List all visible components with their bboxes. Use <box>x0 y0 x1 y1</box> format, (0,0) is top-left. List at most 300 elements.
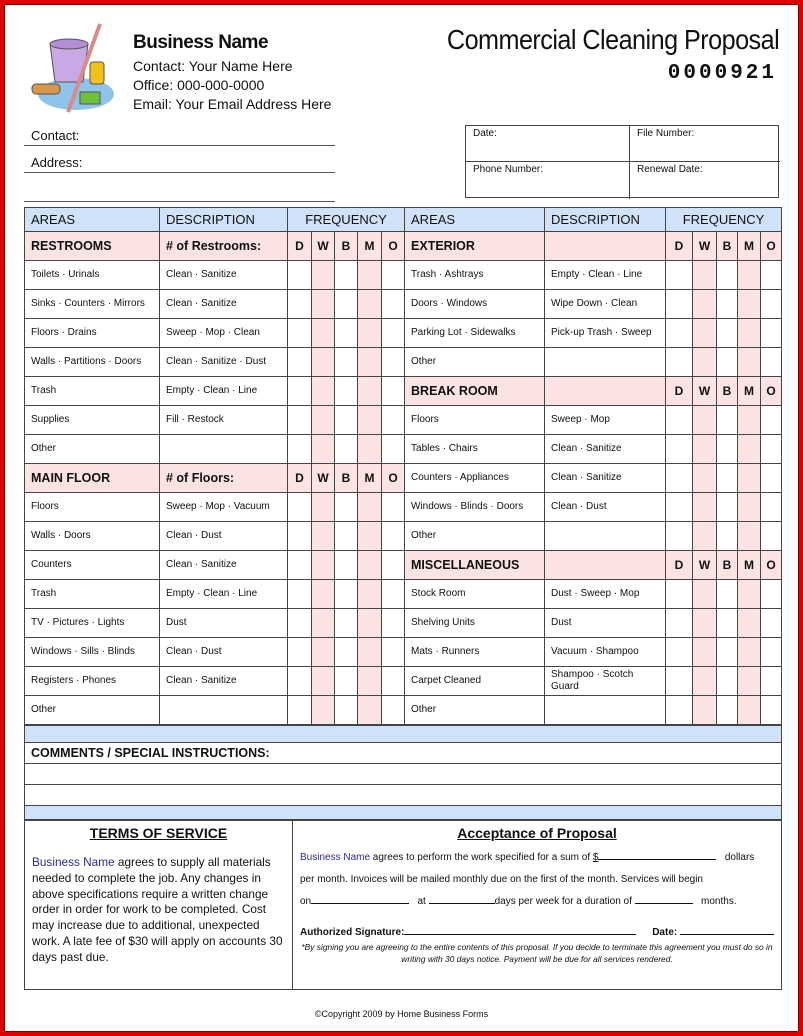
frequency-checkbox[interactable] <box>358 377 382 406</box>
frequency-checkbox[interactable] <box>761 261 782 290</box>
header-areas: AREAS <box>25 208 160 232</box>
frequency-checkbox[interactable] <box>738 319 761 348</box>
frequency-checkbox[interactable] <box>717 319 738 348</box>
frequency-letter: O <box>761 551 782 580</box>
frequency-checkbox[interactable] <box>358 435 382 464</box>
description-cell: Clean · Sanitize <box>545 464 666 493</box>
frequency-checkbox[interactable] <box>666 580 693 609</box>
frequency-checkbox[interactable] <box>358 609 382 638</box>
signature-date-label: Date: <box>652 927 678 938</box>
description-cell: Empty · Clean · Line <box>545 261 666 290</box>
frequency-letter: M <box>738 377 761 406</box>
duration-field[interactable] <box>635 894 693 904</box>
frequency-letter: D <box>666 232 693 261</box>
cleaning-supplies-logo <box>28 22 118 117</box>
description-cell <box>545 522 666 551</box>
date-field[interactable]: Date: <box>466 126 630 162</box>
area-cell: Carpet Cleaned <box>405 667 545 696</box>
area-cell: Toilets · Urinals <box>25 261 160 290</box>
frequency-checkbox[interactable] <box>738 261 761 290</box>
frequency-checkbox[interactable] <box>335 667 358 696</box>
description-cell: Fill · Restock <box>160 406 288 435</box>
table-row <box>25 435 782 464</box>
description-cell: Sweep · Mop · Clean <box>160 319 288 348</box>
frequency-checkbox[interactable] <box>312 551 335 580</box>
frequency-checkbox[interactable] <box>288 435 312 464</box>
frequency-checkbox[interactable] <box>382 406 405 435</box>
frequency-checkbox[interactable] <box>717 348 738 377</box>
table-row <box>25 348 782 377</box>
description-cell: Pick-up Trash · Sweep <box>545 319 666 348</box>
client-address-line2[interactable] <box>24 184 335 202</box>
frequency-checkbox[interactable] <box>288 580 312 609</box>
frequency-checkbox[interactable] <box>382 522 405 551</box>
frequency-checkbox[interactable] <box>666 290 693 319</box>
services-table <box>24 207 782 725</box>
frequency-letter: D <box>666 551 693 580</box>
frequency-checkbox[interactable] <box>288 290 312 319</box>
renewal-date-field[interactable]: Renewal Date: <box>637 164 703 175</box>
frequency-letter: B <box>717 377 738 406</box>
frequency-checkbox[interactable] <box>761 667 782 696</box>
frequency-checkbox[interactable] <box>335 493 358 522</box>
file-number-field[interactable]: File Number: <box>630 126 780 162</box>
frequency-checkbox[interactable] <box>693 348 717 377</box>
frequency-checkbox[interactable] <box>335 551 358 580</box>
frequency-checkbox[interactable] <box>717 580 738 609</box>
acceptance-line-1 <box>300 847 774 869</box>
area-cell: Other <box>25 696 160 725</box>
frequency-checkbox[interactable] <box>738 522 761 551</box>
frequency-checkbox[interactable] <box>312 580 335 609</box>
frequency-checkbox[interactable] <box>761 638 782 667</box>
table-row <box>25 580 782 609</box>
frequency-letter: M <box>358 464 382 493</box>
frequency-checkbox[interactable] <box>693 522 717 551</box>
comments-line[interactable] <box>25 785 781 806</box>
description-cell <box>545 696 666 725</box>
frequency-checkbox[interactable] <box>358 493 382 522</box>
frequency-checkbox[interactable] <box>288 261 312 290</box>
description-cell: Clean · Sanitize <box>160 667 288 696</box>
frequency-checkbox[interactable] <box>312 319 335 348</box>
area-cell: Counters · Appliances <box>405 464 545 493</box>
frequency-checkbox[interactable] <box>738 667 761 696</box>
frequency-checkbox[interactable] <box>717 435 738 464</box>
description-cell: Dust · Sweep · Mop <box>545 580 666 609</box>
frequency-checkbox[interactable] <box>693 609 717 638</box>
frequency-checkbox[interactable] <box>693 638 717 667</box>
frequency-checkbox[interactable] <box>312 638 335 667</box>
frequency-letter: W <box>693 551 717 580</box>
terms-text <box>32 855 285 966</box>
client-contact-field[interactable]: Contact: <box>24 128 335 146</box>
table-row <box>25 667 782 696</box>
frequency-checkbox[interactable] <box>358 580 382 609</box>
description-cell: Clean · Dust <box>160 522 288 551</box>
frequency-checkbox[interactable] <box>693 319 717 348</box>
area-cell: Other <box>405 348 545 377</box>
table-row <box>25 696 782 725</box>
frequency-checkbox[interactable] <box>738 580 761 609</box>
section-title: BREAK ROOM <box>405 377 545 406</box>
description-cell: Dust <box>545 609 666 638</box>
frequency-checkbox[interactable] <box>358 551 382 580</box>
dollar-sign: $ <box>592 852 599 863</box>
description-cell: Clean · Sanitize <box>160 290 288 319</box>
frequency-checkbox[interactable] <box>761 406 782 435</box>
frequency-checkbox[interactable] <box>693 493 717 522</box>
area-cell: Trash · Ashtrays <box>405 261 545 290</box>
table-row <box>25 609 782 638</box>
info-box <box>465 125 779 198</box>
frequency-checkbox[interactable] <box>738 696 761 725</box>
area-cell: Other <box>25 435 160 464</box>
signature-row <box>300 925 774 938</box>
comments-section <box>24 725 782 820</box>
table-row <box>25 464 782 493</box>
frequency-checkbox[interactable] <box>666 319 693 348</box>
frequency-checkbox[interactable] <box>738 435 761 464</box>
frequency-checkbox[interactable] <box>358 696 382 725</box>
frequency-checkbox[interactable] <box>717 493 738 522</box>
frequency-checkbox[interactable] <box>312 435 335 464</box>
frequency-checkbox[interactable] <box>666 348 693 377</box>
frequency-checkbox[interactable] <box>288 551 312 580</box>
business-name: Business Name <box>133 32 269 53</box>
acceptance-text: agrees to perform the work specified for a sum of <box>370 852 593 863</box>
acceptance-line-3 <box>300 891 774 913</box>
frequency-checkbox[interactable] <box>717 522 738 551</box>
area-cell: Stock Room <box>405 580 545 609</box>
header-description: DESCRIPTION <box>160 208 288 232</box>
frequency-checkbox[interactable] <box>761 464 782 493</box>
section-count-label <box>545 551 666 580</box>
frequency-checkbox[interactable] <box>693 406 717 435</box>
area-cell: Tables · Chairs <box>405 435 545 464</box>
frequency-checkbox[interactable] <box>717 261 738 290</box>
frequency-checkbox[interactable] <box>761 435 782 464</box>
frequency-checkbox[interactable] <box>738 348 761 377</box>
frequency-checkbox[interactable] <box>761 609 782 638</box>
section-count-label <box>545 377 666 406</box>
frequency-checkbox[interactable] <box>335 696 358 725</box>
proposal-number: 0000921 <box>667 62 777 85</box>
frequency-checkbox[interactable] <box>312 348 335 377</box>
frequency-checkbox[interactable] <box>358 522 382 551</box>
business-contact: Contact: Your Name Here <box>133 58 293 74</box>
frequency-checkbox[interactable] <box>335 406 358 435</box>
frequency-checkbox[interactable] <box>312 290 335 319</box>
frequency-checkbox[interactable] <box>382 290 405 319</box>
frequency-checkbox[interactable] <box>738 290 761 319</box>
frequency-checkbox[interactable] <box>288 377 312 406</box>
frequency-checkbox[interactable] <box>382 667 405 696</box>
description-cell <box>160 435 288 464</box>
comments-spacer <box>25 806 781 819</box>
frequency-checkbox[interactable] <box>288 493 312 522</box>
table-row <box>25 319 782 348</box>
frequency-checkbox[interactable] <box>382 551 405 580</box>
frequency-checkbox[interactable] <box>335 435 358 464</box>
frequency-checkbox[interactable] <box>335 609 358 638</box>
frequency-letter: B <box>335 232 358 261</box>
section-count-label <box>545 232 666 261</box>
frequency-checkbox[interactable] <box>717 696 738 725</box>
frequency-checkbox[interactable] <box>738 464 761 493</box>
table-row <box>25 551 782 580</box>
section-title: MAIN FLOOR <box>25 464 160 493</box>
area-cell: Floors <box>405 406 545 435</box>
frequency-checkbox[interactable] <box>738 609 761 638</box>
frequency-checkbox[interactable] <box>288 696 312 725</box>
frequency-checkbox[interactable] <box>335 261 358 290</box>
frequency-checkbox[interactable] <box>358 261 382 290</box>
frequency-checkbox[interactable] <box>382 638 405 667</box>
description-cell: Empty · Clean · Line <box>160 580 288 609</box>
description-cell <box>545 348 666 377</box>
frequency-checkbox[interactable] <box>358 348 382 377</box>
table-row <box>25 377 782 406</box>
area-cell: Mats · Runners <box>405 638 545 667</box>
comments-spacer <box>25 726 781 743</box>
copyright: ©Copyright 2009 by Home Business Forms <box>314 1009 489 1019</box>
area-cell: Sinks · Counters · Mirrors <box>25 290 160 319</box>
frequency-checkbox[interactable] <box>358 667 382 696</box>
description-cell: Sweep · Mop <box>545 406 666 435</box>
frequency-checkbox[interactable] <box>666 493 693 522</box>
frequency-checkbox[interactable] <box>312 493 335 522</box>
terms-body: agrees to supply all materials needed to complete the job. Any changes in above specifications require a written change order in order for work to be completed. Cost may increase due to additional, unexpected work. A late fee of $30 will apply on accounts 30 days past due. <box>32 855 283 964</box>
frequency-checkbox[interactable] <box>693 261 717 290</box>
frequency-checkbox[interactable] <box>312 406 335 435</box>
area-cell: Trash <box>25 580 160 609</box>
frequency-checkbox[interactable] <box>382 377 405 406</box>
table-row <box>25 493 782 522</box>
header-description: DESCRIPTION <box>545 208 666 232</box>
comments-line[interactable] <box>25 764 781 785</box>
frequency-letter: B <box>335 464 358 493</box>
frequency-checkbox[interactable] <box>666 435 693 464</box>
frequency-checkbox[interactable] <box>761 348 782 377</box>
area-cell: Other <box>405 522 545 551</box>
frequency-checkbox[interactable] <box>335 522 358 551</box>
frequency-checkbox[interactable] <box>738 493 761 522</box>
frequency-checkbox[interactable] <box>312 261 335 290</box>
days-per-week-field[interactable] <box>429 894 495 904</box>
frequency-checkbox[interactable] <box>335 290 358 319</box>
frequency-checkbox[interactable] <box>382 435 405 464</box>
frequency-letter: W <box>312 464 335 493</box>
frequency-checkbox[interactable] <box>335 348 358 377</box>
frequency-checkbox[interactable] <box>666 609 693 638</box>
phone-number-field[interactable]: Phone Number: <box>466 162 630 199</box>
frequency-checkbox[interactable] <box>288 609 312 638</box>
frequency-checkbox[interactable] <box>382 261 405 290</box>
frequency-checkbox[interactable] <box>312 377 335 406</box>
signature-field[interactable] <box>404 925 636 935</box>
area-cell: Floors <box>25 493 160 522</box>
area-cell: Supplies <box>25 406 160 435</box>
frequency-letter: O <box>761 232 782 261</box>
frequency-checkbox[interactable] <box>288 667 312 696</box>
frequency-checkbox[interactable] <box>666 406 693 435</box>
frequency-checkbox[interactable] <box>761 493 782 522</box>
frequency-checkbox[interactable] <box>693 580 717 609</box>
frequency-checkbox[interactable] <box>335 580 358 609</box>
frequency-letter: O <box>382 232 405 261</box>
business-office: Office: 000-000-0000 <box>133 77 265 93</box>
area-cell: Registers · Phones <box>25 667 160 696</box>
frequency-checkbox[interactable] <box>666 464 693 493</box>
frequency-checkbox[interactable] <box>288 638 312 667</box>
frequency-checkbox[interactable] <box>693 464 717 493</box>
frequency-checkbox[interactable] <box>358 290 382 319</box>
frequency-checkbox[interactable] <box>666 667 693 696</box>
area-cell: Doors · Windows <box>405 290 545 319</box>
section-title: MISCELLANEOUS <box>405 551 545 580</box>
frequency-checkbox[interactable] <box>358 638 382 667</box>
frequency-letter: O <box>382 464 405 493</box>
frequency-checkbox[interactable] <box>666 522 693 551</box>
description-cell: Shampoo · Scotch Guard <box>545 667 666 696</box>
area-cell: Walls · Doors <box>25 522 160 551</box>
frequency-checkbox[interactable] <box>382 696 405 725</box>
frequency-checkbox[interactable] <box>666 696 693 725</box>
table-row <box>25 522 782 551</box>
frequency-checkbox[interactable] <box>717 667 738 696</box>
table-row <box>25 638 782 667</box>
comments-label: COMMENTS / SPECIAL INSTRUCTIONS: <box>25 743 781 764</box>
frequency-checkbox[interactable] <box>717 609 738 638</box>
frequency-letter: D <box>666 377 693 406</box>
section-title: RESTROOMS <box>25 232 160 261</box>
frequency-checkbox[interactable] <box>288 319 312 348</box>
frequency-checkbox[interactable] <box>312 609 335 638</box>
area-cell: Other <box>405 696 545 725</box>
terms-and-acceptance <box>24 820 782 990</box>
frequency-checkbox[interactable] <box>738 406 761 435</box>
area-cell: Windows · Blinds · Doors <box>405 493 545 522</box>
area-cell: Trash <box>25 377 160 406</box>
frequency-checkbox[interactable] <box>382 609 405 638</box>
frequency-checkbox[interactable] <box>312 522 335 551</box>
frequency-letter: W <box>693 377 717 406</box>
frequency-checkbox[interactable] <box>693 667 717 696</box>
frequency-checkbox[interactable] <box>335 638 358 667</box>
section-count-label: # of Restrooms: <box>160 232 288 261</box>
description-cell: Sweep · Mop · Vacuum <box>160 493 288 522</box>
acceptance-line-2: per month. Invoices will be mailed monthly due on the first of the month. Services will begin <box>300 874 703 885</box>
description-cell: Clean · Sanitize <box>545 435 666 464</box>
header-frequency: FREQUENCY <box>666 208 782 232</box>
description-cell <box>160 696 288 725</box>
frequency-letter: O <box>761 377 782 406</box>
frequency-checkbox[interactable] <box>335 377 358 406</box>
signature-date-field[interactable] <box>680 925 774 935</box>
terms-of-service <box>25 821 293 989</box>
client-address-field[interactable]: Address: <box>24 155 335 173</box>
description-cell: Clean · Sanitize · Dust <box>160 348 288 377</box>
area-cell: Parking Lot · Sidewalks <box>405 319 545 348</box>
frequency-checkbox[interactable] <box>738 638 761 667</box>
frequency-checkbox[interactable] <box>382 493 405 522</box>
frequency-checkbox[interactable] <box>717 290 738 319</box>
section-title: EXTERIOR <box>405 232 545 261</box>
frequency-checkbox[interactable] <box>717 464 738 493</box>
frequency-letter: D <box>288 464 312 493</box>
frequency-letter: B <box>717 551 738 580</box>
frequency-checkbox[interactable] <box>761 290 782 319</box>
terms-title: TERMS OF SERVICE <box>89 825 228 841</box>
frequency-checkbox[interactable] <box>312 667 335 696</box>
table-row <box>25 406 782 435</box>
frequency-checkbox[interactable] <box>666 638 693 667</box>
acceptance-business-name: Business Name <box>300 852 371 863</box>
frequency-letter: B <box>717 232 738 261</box>
description-cell: Vacuum · Shampoo <box>545 638 666 667</box>
table-row <box>25 290 782 319</box>
description-cell: Clean · Sanitize <box>160 551 288 580</box>
frequency-checkbox[interactable] <box>358 319 382 348</box>
area-cell: Floors · Drains <box>25 319 160 348</box>
frequency-checkbox[interactable] <box>693 290 717 319</box>
frequency-checkbox[interactable] <box>717 638 738 667</box>
description-cell: Wipe Down · Clean <box>545 290 666 319</box>
acceptance-title: Acceptance of Proposal <box>457 825 617 841</box>
table-header-row <box>25 208 782 232</box>
frequency-checkbox[interactable] <box>693 696 717 725</box>
duration-label: days per week for a duration of <box>494 896 632 907</box>
description-cell: Clean · Dust <box>160 638 288 667</box>
header-areas: AREAS <box>405 208 545 232</box>
frequency-checkbox[interactable] <box>666 261 693 290</box>
area-cell: Counters <box>25 551 160 580</box>
frequency-checkbox[interactable] <box>288 522 312 551</box>
frequency-letter: W <box>312 232 335 261</box>
signing-note: *By signing you are agreeing to the entire contents of this proposal. If you decide to terminate this agreement you must do so in writing with 30 days notice. Payment will be due for all services rendered. <box>301 942 773 964</box>
table-row <box>25 232 782 261</box>
on-label: on <box>300 896 312 907</box>
frequency-checkbox[interactable] <box>717 406 738 435</box>
frequency-checkbox[interactable] <box>382 348 405 377</box>
area-cell: Windows · Sills · Blinds <box>25 638 160 667</box>
terms-business-name: Business Name <box>32 855 115 869</box>
frequency-checkbox[interactable] <box>312 696 335 725</box>
months-label: months. <box>701 896 737 907</box>
frequency-checkbox[interactable] <box>382 319 405 348</box>
frequency-checkbox[interactable] <box>335 319 358 348</box>
acceptance-of-proposal <box>293 821 781 989</box>
frequency-checkbox[interactable] <box>761 319 782 348</box>
frequency-checkbox[interactable] <box>288 348 312 377</box>
description-cell: Empty · Clean · Line <box>160 377 288 406</box>
frequency-checkbox[interactable] <box>693 435 717 464</box>
area-cell: Walls · Partitions · Doors <box>25 348 160 377</box>
frequency-checkbox[interactable] <box>761 580 782 609</box>
frequency-checkbox[interactable] <box>761 696 782 725</box>
at-label: at <box>417 896 426 907</box>
frequency-checkbox[interactable] <box>288 406 312 435</box>
description-cell: Clean · Dust <box>545 493 666 522</box>
header-frequency: FREQUENCY <box>288 208 405 232</box>
frequency-checkbox[interactable] <box>382 580 405 609</box>
frequency-checkbox[interactable] <box>761 522 782 551</box>
amount-field[interactable] <box>598 850 716 860</box>
start-date-field[interactable] <box>311 894 409 904</box>
frequency-checkbox[interactable] <box>358 406 382 435</box>
dollars-label: dollars <box>724 852 755 863</box>
